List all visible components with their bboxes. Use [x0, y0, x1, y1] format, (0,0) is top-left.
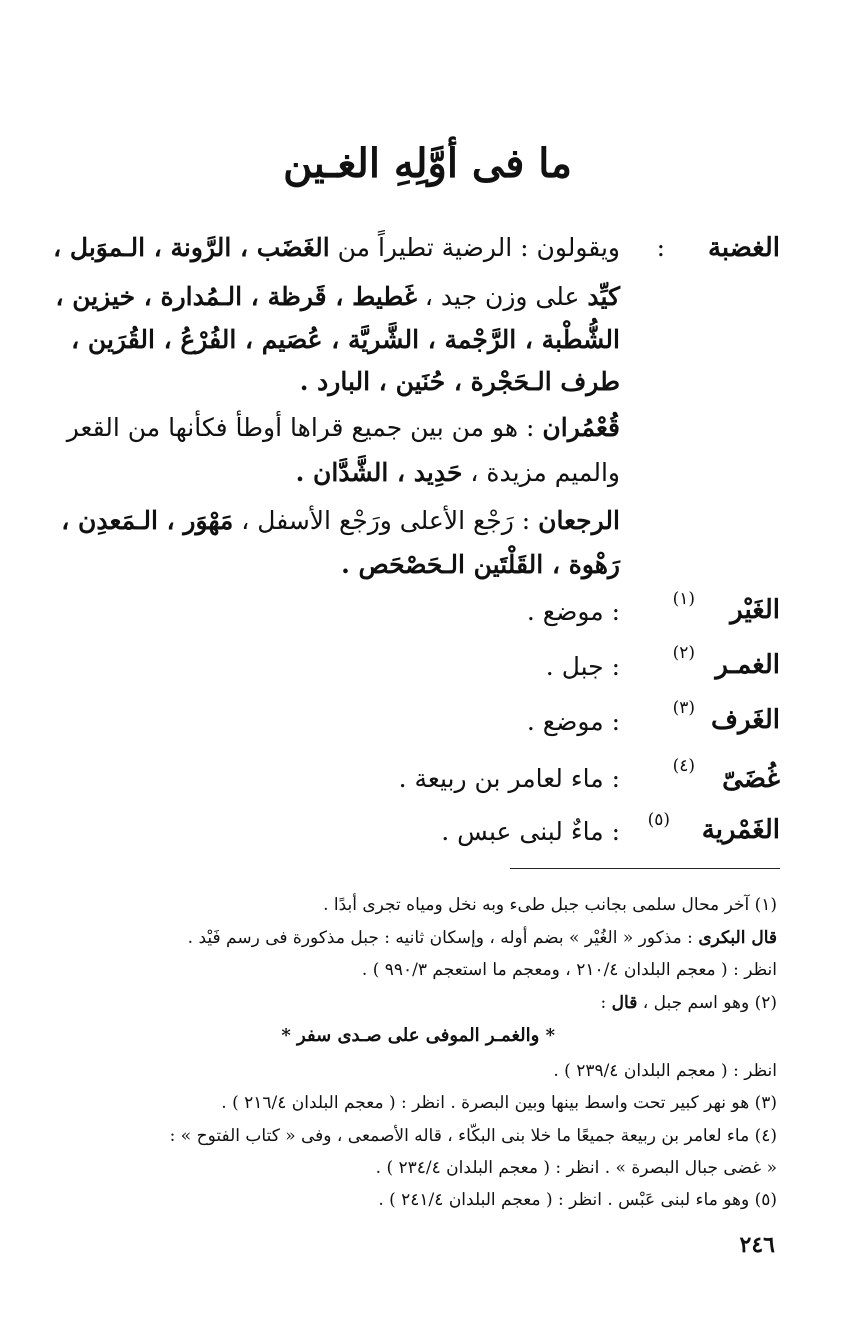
- entry-definition: : موضع .: [526, 597, 620, 626]
- line-bold: الغَضَب ، الرَّونة ، الـموَبل ،: [53, 233, 330, 262]
- page-title: ما فى أوَّلِهِ الغـين: [283, 140, 572, 187]
- footnote-text: : مذكور « الغُيْر » بضم أوله ، وإسكان ثانيه : جبل مذكورة فى رسم فَيْد .: [187, 928, 699, 948]
- line-bold: الشُّطْبة ، الرَّجْمة ، الشَّريَّة ، عُصَيم ، الفُرْعُ ، القُرَين ،: [71, 325, 620, 354]
- entry-definition: : ماءٌ لبنى عبس .: [441, 817, 620, 846]
- line-bold: طرف الـحَجْرة ، حُنَين ، البارد .: [299, 367, 620, 396]
- line-bold: كيِّد: [587, 282, 620, 311]
- entry-note-ref: (٢): [672, 643, 695, 663]
- sub-entry-headword: قُعْمُران: [542, 413, 620, 442]
- main-entry-line-2: [55, 282, 620, 311]
- footnote-line: انظر : ( معجم البلدان ٢٣٩/٤ ) .: [553, 1061, 777, 1081]
- line-text: : هو من بين جميع قراها أوطأ فكأنها من القعر: [66, 413, 543, 442]
- sub-entry-2-line-2: [341, 550, 620, 579]
- footnote-line: (٥) وهو ماء لبنى عَبْس . انظر : ( معجم البلدان ٢٤١/٤ ) .: [378, 1190, 777, 1210]
- entry-definition: : موضع .: [526, 707, 620, 736]
- footnote-line: [601, 993, 777, 1013]
- entry-headword: غُضَىّ: [722, 764, 780, 794]
- line-text: : رَجْع الأعلى ورَجْع الأسفل ،: [233, 506, 539, 535]
- line-text: والميم مزيدة ،: [462, 458, 620, 487]
- entry-note-ref: (٤): [672, 756, 695, 776]
- footnote-line: (١) آخر محال سلمى بجانب جبل طىء وبه نخل ومياه تجرى أبدًا .: [323, 895, 777, 915]
- main-entry-line-1: [53, 233, 620, 262]
- entry-note-ref: (١): [672, 589, 695, 609]
- line-bold: مَهْوَر ، الـمَعدِن ،: [61, 506, 234, 535]
- entry-note-ref: (٥): [647, 810, 670, 830]
- footnote-line: (٤) ماء لعامر بن ربيعة جميعًا ما خلا بنى البكّاء ، قاله الأصمعى ، وفى « كتاب الفتوح » :: [169, 1126, 777, 1146]
- page-number: ٢٤٦: [739, 1232, 775, 1258]
- line-text: ويقولون : الرضية تطيراً من: [329, 233, 620, 262]
- entry-headword: الغمـر: [715, 650, 780, 680]
- main-entry-colon: :: [656, 233, 665, 262]
- footnote-verse: * والغمـر الموفى على صـدى سفر *: [281, 1025, 555, 1046]
- sub-entry-2-line-1: [61, 506, 620, 535]
- sub-entry-1-line-2: [296, 458, 620, 487]
- main-entry-line-3: [71, 325, 620, 354]
- footnote-line: [188, 928, 777, 948]
- entry-definition: : جبل .: [545, 652, 620, 681]
- footnote-line: (٣) هو نهر كبير تحت واسط بينها وبين البصرة . انظر : ( معجم البلدان ٢١٦/٤ ) .: [221, 1093, 777, 1113]
- entry-headword: الغَمْرية: [701, 815, 780, 845]
- footnote-text: :: [600, 993, 612, 1013]
- line-text: على وزن جيد ،: [416, 282, 588, 311]
- entry-headword: الغَرف: [711, 705, 780, 735]
- footnote-line: « غضى جبال البصرة » . انظر : ( معجم البلدان ٢٣٤/٤ ) .: [375, 1158, 777, 1178]
- main-entry-headword: الغضبة: [707, 233, 780, 263]
- sub-entry-1-line-1: [67, 413, 620, 442]
- footnote-bold: قال: [611, 993, 638, 1013]
- footnote-text: (٢) وهو اسم جبل ،: [637, 993, 777, 1013]
- footnote-line: انظر : ( معجم البلدان ٢١٠/٤ ، ومعجم ما استعجم ٩٩٠/٣ ) .: [361, 960, 777, 980]
- entry-note-ref: (٣): [672, 698, 695, 718]
- footnote-bold: قال البكرى: [698, 928, 777, 948]
- line-bold: رَهْوة ، القَلْتَين الـحَصْحَص .: [341, 550, 620, 579]
- line-bold: حَدِيد ، الشَّدَّان .: [295, 458, 463, 487]
- sub-entry-headword: الرجعان: [538, 506, 620, 535]
- entry-headword: الغَيْر: [730, 595, 780, 625]
- line-bold: غَطيط ، قَرظة ، الـمُدارة ، خيزين ،: [55, 282, 417, 311]
- main-entry-line-4: [300, 367, 620, 396]
- entry-definition: : ماء لعامر بن ربيعة .: [398, 764, 620, 793]
- footnote-divider: [510, 868, 780, 869]
